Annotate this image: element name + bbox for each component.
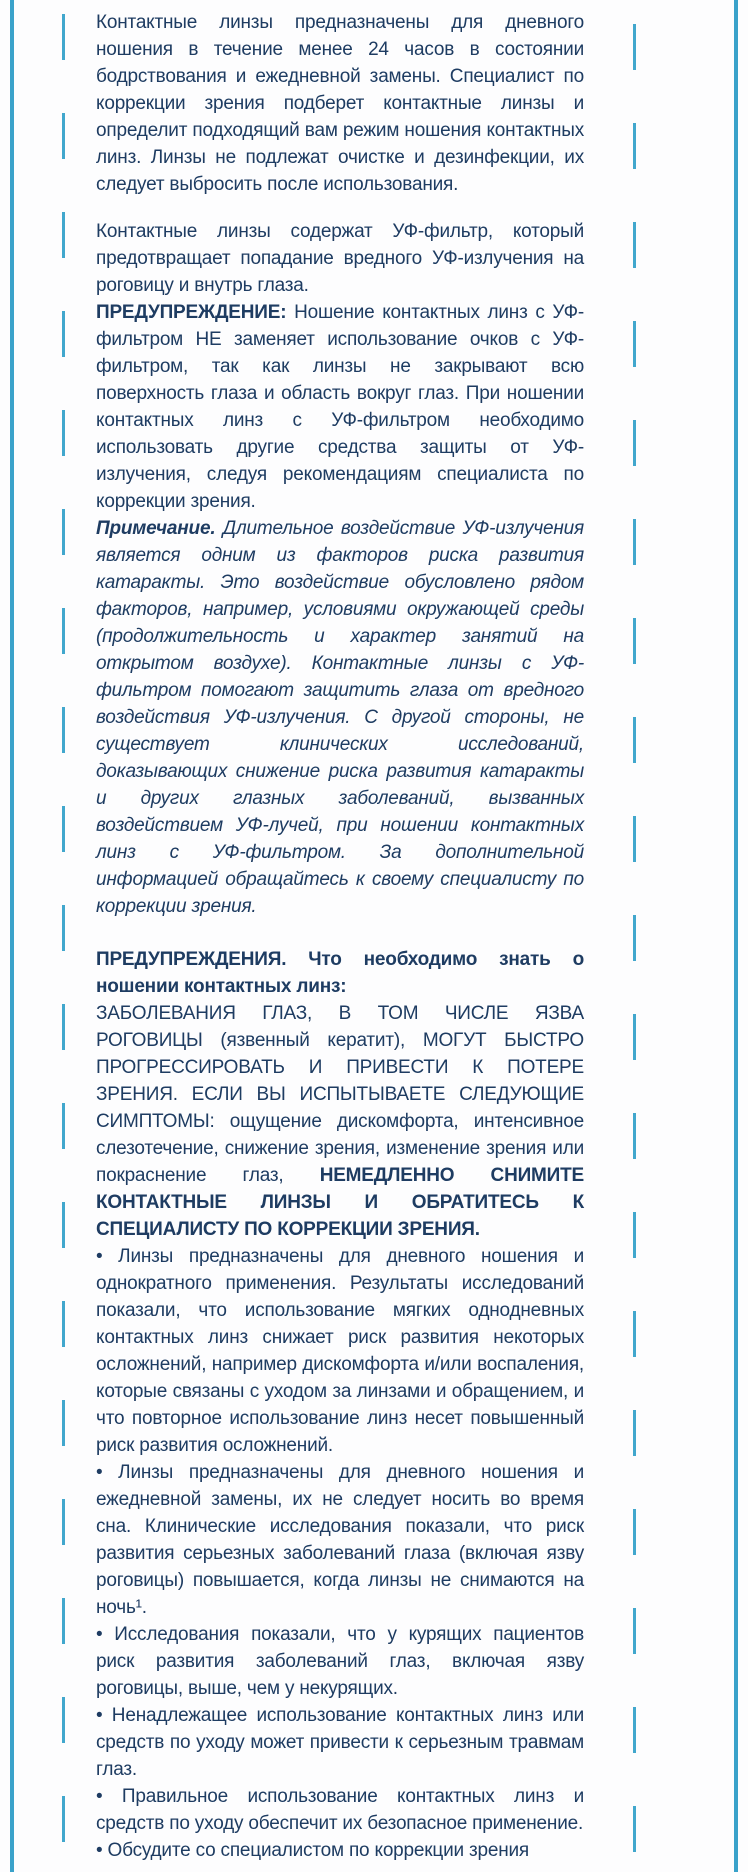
uv-filter-text: Контактные линзы содержат УФ-фильтр, который предотвращает попадание вредного УФ-излучения на роговицу и внутрь глаза. bbox=[96, 221, 584, 296]
bullet-improper-use: • Ненадлежащее использование контактных линз или средств по уходу может привести к серьезным травмам глаз. bbox=[96, 1705, 584, 1780]
note-label: Примечание. bbox=[96, 518, 223, 539]
warning-text: Ношение контактных линз с УФ-фильтром НЕ заменяет использование очков с УФ-фильтром, так как линзы не закрывают всю поверхность глаза и область вокруг глаз. При ношении контактных линз с УФ-фильтром необходимо использовать другие средства защиты от УФ-излучения, следуя рекомендациям специалиста по коррекции зрения. bbox=[96, 302, 585, 512]
note-text: Длительное воздействие УФ-излучения является одним из факторов риска развития катаракты. Это воздействие обусловлено рядом факторов, например, условиями окружающей среды (продолжительность и характер занятий на открытом воздухе). Контактные линзы с УФ-фильтром помогают защитить глаза от вредного воздействия УФ-излучения. С другой стороны, не существует клинических исследований, доказывающих снижение риска развития катаракты и других глазных заболеваний, вызванных воздействием УФ-лучей, при ношении контактных линз с УФ-фильтром. За дополнительной информацией обращайтесь к своему специалисту по коррекции зрения. bbox=[96, 518, 584, 917]
right-fold-mark-dashes bbox=[633, 14, 636, 1872]
warning-label: ПРЕДУПРЕЖДЕНИЕ: bbox=[96, 302, 295, 323]
leaflet-text-column bbox=[96, 9, 584, 1864]
paragraph-symptoms bbox=[96, 1000, 584, 1243]
paragraph-intro: Контактные линзы предназначены для дневного ношения в течение менее 24 часов в состоянии бодрствования и ежедневной замены. Специалист по коррекции зрения подберет контактные линзы и определит подходящий вам режим ношения контактных линз. Линзы не подлежат очистке и дезинфекции, их следует выбросить после использования. bbox=[96, 12, 584, 195]
left-fold-mark-dashes bbox=[62, 14, 65, 1872]
symptoms-lead-text: ЗАБОЛЕВАНИЯ ГЛАЗ, В ТОМ ЧИСЛЕ ЯЗВА РОГОВИЦЫ (язвенный кератит), МОГУТ БЫСТРО ПРОГРЕССИРОВАТЬ И ПРИВЕСТИ К ПОТЕРЕ ЗРЕНИЯ. ЕСЛИ ВЫ ИСПЫТЫВАЕТЕ СЛЕДУЮЩИЕ СИМПТОМЫ: ощущение дискомфорта, интенсивное слезотечение, снижение зрения, изменение зрения или покраснение глаз, bbox=[96, 1003, 584, 1186]
bullet-daily-disposable: • Линзы предназначены для дневного ношения и однократного применения. Результаты исследований показали, что использование мягких однодневных контактных линз снижает риск развития некоторых осложнений, например дискомфорта и/или воспаления, которые связаны с уходом за линзами и обращением, и что повторное использование линз несет повышенный риск развития осложнений. bbox=[96, 1246, 584, 1456]
paragraph-note bbox=[96, 515, 584, 920]
bullet-smoking-risk: • Исследования показали, что у курящих пациентов риск развития заболеваний глаз, включая язву роговицы, выше, чем у некурящих. bbox=[96, 1624, 584, 1699]
bullet-clipped-at-bottom: • Обсудите со специалистом по коррекции зрения bbox=[96, 1840, 530, 1861]
bullet-no-overnight-wear: • Линзы предназначены для дневного ношения и ежедневной замены, их не следует носить во время сна. Клинические исследования показали, что риск развития серьезных заболеваний глаза (включая язву роговицы) повышается, когда линзы не снимаются на ночь¹. bbox=[96, 1462, 584, 1618]
warnings-heading: ПРЕДУПРЕЖДЕНИЯ. Что необходимо знать о ношении контактных линз: bbox=[96, 949, 584, 997]
right-edge-rule bbox=[734, 0, 738, 1872]
symptoms-emphasis-text: НЕМЕДЛЕННО СНИМИТЕ КОНТАКТНЫЕ ЛИНЗЫ И ОБРАТИТЕСЬ К СПЕЦИАЛИСТУ ПО КОРРЕКЦИИ ЗРЕНИЯ. bbox=[96, 1165, 585, 1240]
paragraph-warning bbox=[96, 299, 584, 515]
left-edge-rule bbox=[10, 0, 14, 1872]
bullet-proper-use: • Правильное использование контактных линз и средств по уходу обеспечит их безопасное применение. bbox=[96, 1786, 584, 1834]
paragraph-uv-filter bbox=[96, 218, 584, 299]
